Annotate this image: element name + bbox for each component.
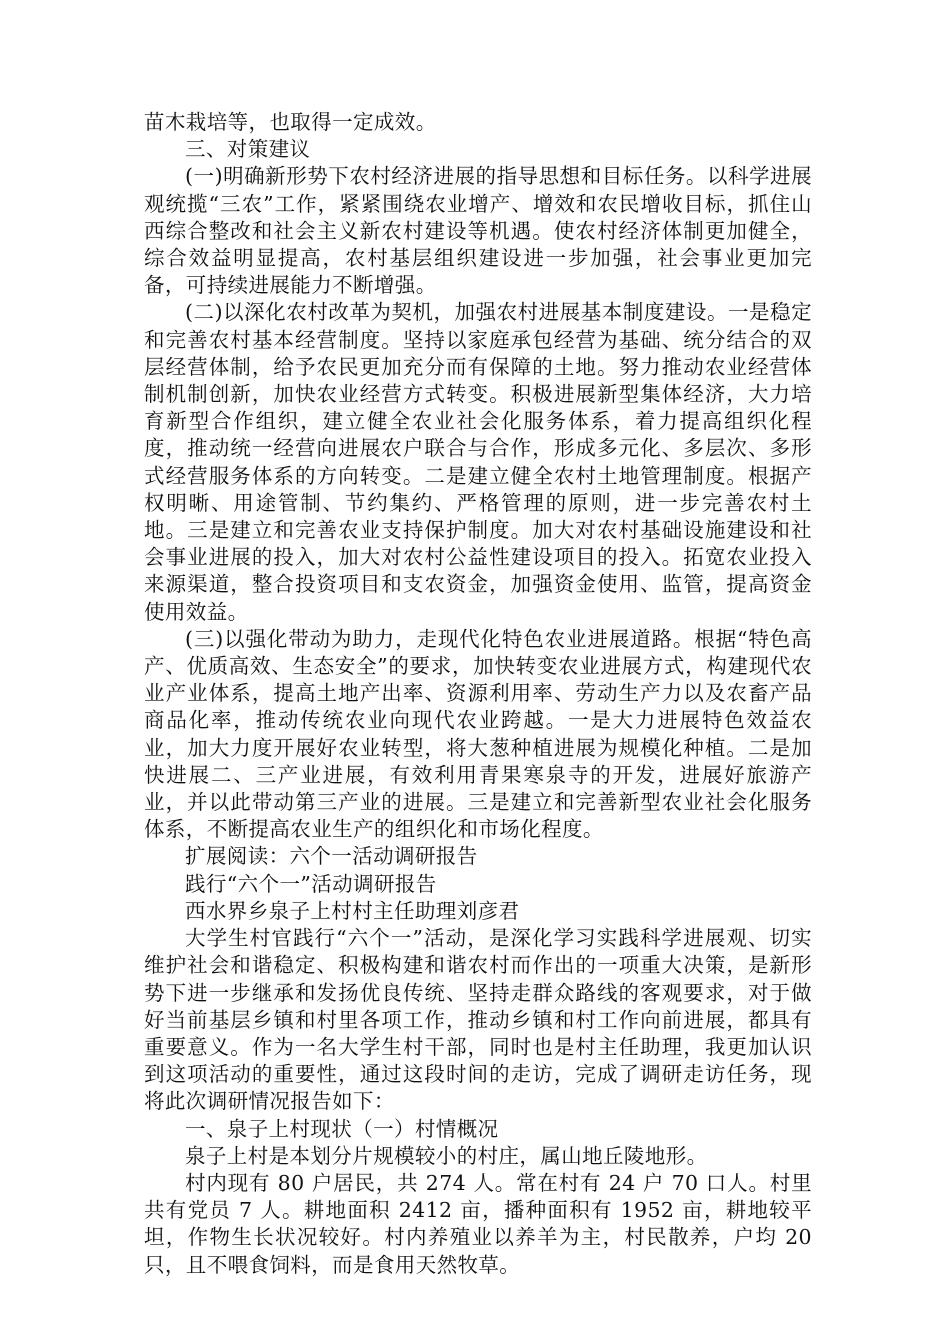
paragraph-report-intro: 大学生村官践行“六个一”活动，是深化学习实践科学进展观、切实维护社会和谐稳定、积极构建和谐农村而作出的一项重大决策，是新形势下进一步继承和发扬优良传统、坚持走群众路线的客观要求，对于做好当前基层乡镇和村里各项工作，推动乡镇和村工作向前进展，都具有重要意义。作为一名大学生村干部，同时也是村主任助理，我更加认识到这项活动的重要性，通过这段时间的走访，完成了调研走访任务，现将此次调研情况报告如下： bbox=[144, 926, 812, 1114]
document-body bbox=[144, 109, 812, 1279]
paragraph-suggestion-3: (三)以强化带动为助力，走现代化特色农业进展道路。根据“特色高产、优质高效、生态安全”的要求，加快转变农业进展方式，构建现代农业产业体系，提高土地产出率、资源利用率、劳动生产力以及农畜产品商品化率，推动传统农业向现代农业跨越。一是大力进展特色效益农业，加大力度开展好农业转型，将大葱种植进展为规模化种植。二是加快进展二、三产业进展，有效利用青果寒泉寺的开发，进展好旅游产业，并以此带动第三产业的进展。三是建立和完善新型农业社会化服务体系，不断提高农业生产的组织化和市场化程度。 bbox=[144, 626, 812, 842]
section-heading-village-status: 一、泉子上村现状（一）村情概况 bbox=[185, 1116, 499, 1141]
paragraph-continuation: 苗木栽培等，也取得一定成效。 bbox=[144, 110, 437, 134]
report-title: 践行“六个一”活动调研报告 bbox=[185, 871, 437, 896]
paragraph-village-overview: 泉子上村是本划分片规模较小的村庄，属山地丘陵地形。 bbox=[185, 1143, 708, 1168]
paragraph-suggestion-2: (二)以深化农村改革为契机，加强农村进展基本制度建设。一是稳定和完善农村基本经营制度。坚持以家庭承包经营为基础、统分结合的双层经营体制，给予农民更加充分而有保障的土地。努力推动农业经营体制机制创新，加快农业经营方式转变。积极进展新型集体经济，大力培育新型合作组织，建立健全农业社会化服务体系，着力提高组织化程度，推动统一经营向进展农户联合与合作，形成多元化、多层次、多形式经营服务体系的方向转变。二是建立健全农村土地管理制度。根据产权明晰、用途管制、节约集约、严格管理的原则，进一步完善农村土地。三是建立和完善农业支持保护制度。加大对农村基础设施建设和社会事业进展的投入，加大对农村公益性建设项目的投入。拓宽农业投入来源渠道，整合投资项目和支农资金，加强资金使用、监管，提高资金使用效益。 bbox=[144, 300, 812, 624]
paragraph-suggestion-1: (一)明确新形势下农村经济进展的指导思想和目标任务。以科学进展观统揽“三农”工作，紧紧围绕农业增产、增效和农民增收目标，抓住山西综合整改和社会主义新农村建设等机遇。使农村经济体制更加健全，综合效益明显提高，农村基层组织建设进一步加强，社会事业更加完备，可持续进展能力不断增强。 bbox=[144, 164, 812, 298]
report-author: 西水界乡泉子上村村主任助理刘彦君 bbox=[185, 898, 520, 923]
extended-reading-heading: 扩展阅读：六个一活动调研报告 bbox=[185, 844, 478, 869]
paragraph-village-statistics: 村内现有 80 户居民，共 274 人。常在村有 24 户 70 口人。村里共有党员 7 人。耕地面积 2412 亩，播种面积有 1952 亩，耕地较平坦，作物生长状况较好。村内养殖业以养羊为主，村民散养，户均 20 只，且不喂食饲料，而是食用天然牧草。 bbox=[144, 1170, 812, 1277]
section-heading-countermeasures: 三、对策建议 bbox=[185, 137, 311, 162]
